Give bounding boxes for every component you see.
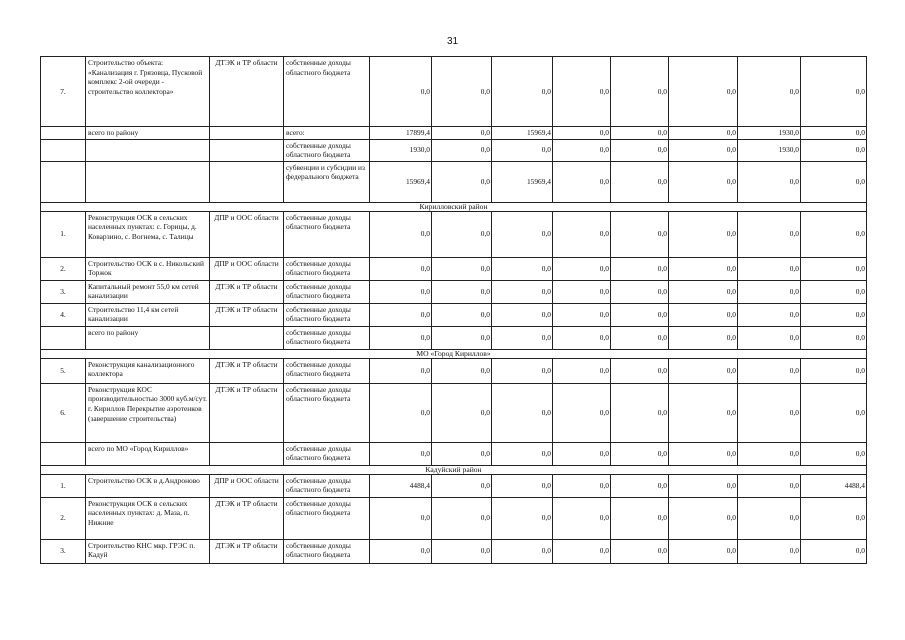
- value-cell: 0,0: [432, 211, 492, 257]
- value-cell: 15969,4: [492, 161, 553, 202]
- value-cell: 0,0: [432, 280, 492, 303]
- row-number: 3.: [41, 539, 86, 563]
- value-cell: 0,0: [553, 127, 611, 140]
- section-title: Кадуйский район: [41, 465, 867, 474]
- value-cell: 0,0: [669, 303, 738, 326]
- table-row: [41, 257, 867, 280]
- responsible-body: [210, 442, 284, 465]
- value-cell: 0,0: [553, 161, 611, 202]
- value-cell: 0,0: [738, 442, 801, 465]
- value-cell: 0,0: [432, 57, 492, 127]
- value-cell: 0,0: [553, 358, 611, 383]
- funding-source: собственные доходы областного бюджета: [284, 139, 370, 161]
- value-cell: 0,0: [432, 474, 492, 497]
- value-cell: 0,0: [801, 257, 867, 280]
- value-cell: 0,0: [492, 139, 553, 161]
- value-cell: 4488,4: [370, 474, 432, 497]
- value-cell: 0,0: [553, 139, 611, 161]
- value-cell: 0,0: [738, 326, 801, 349]
- measure-name: Строительство объекта: «Канализация г. Грязовца, Пусковой комплекс 2-ой очереди - строительство коллектора»: [86, 57, 210, 127]
- value-cell: 0,0: [611, 303, 669, 326]
- value-cell: 0,0: [611, 161, 669, 202]
- value-cell: 0,0: [492, 57, 553, 127]
- value-cell: 15969,4: [492, 127, 553, 140]
- table-body: [41, 57, 867, 564]
- value-cell: 0,0: [432, 161, 492, 202]
- value-cell: 0,0: [553, 257, 611, 280]
- funding-source: собственные доходы областного бюджета: [284, 211, 370, 257]
- value-cell: 0,0: [370, 280, 432, 303]
- value-cell: 0,0: [432, 303, 492, 326]
- value-cell: 0,0: [801, 280, 867, 303]
- value-cell: 0,0: [738, 497, 801, 539]
- row-number: 2.: [41, 497, 86, 539]
- value-cell: 0,0: [669, 383, 738, 442]
- value-cell: 0,0: [492, 326, 553, 349]
- value-cell: 0,0: [669, 127, 738, 140]
- value-cell: 0,0: [492, 257, 553, 280]
- measure-name: всего по району: [86, 326, 210, 349]
- responsible-body: ДТЭК и ТР области: [210, 358, 284, 383]
- value-cell: 0,0: [492, 280, 553, 303]
- value-cell: 0,0: [370, 57, 432, 127]
- responsible-body: ДТЭК и ТР области: [210, 383, 284, 442]
- value-cell: 0,0: [370, 326, 432, 349]
- value-cell: 0,0: [432, 139, 492, 161]
- value-cell: 0,0: [370, 257, 432, 280]
- value-cell: 0,0: [370, 358, 432, 383]
- row-number: [41, 161, 86, 202]
- row-number: 2.: [41, 257, 86, 280]
- value-cell: 0,0: [738, 303, 801, 326]
- value-cell: 0,0: [611, 474, 669, 497]
- responsible-body: ДПР и ООС области: [210, 474, 284, 497]
- table-row: [41, 127, 867, 140]
- table-row: [41, 57, 867, 127]
- row-number: 7.: [41, 57, 86, 127]
- row-number: 1.: [41, 211, 86, 257]
- table-row: [41, 326, 867, 349]
- value-cell: 0,0: [669, 442, 738, 465]
- value-cell: 0,0: [370, 442, 432, 465]
- funding-source: собственные доходы областного бюджета: [284, 326, 370, 349]
- value-cell: 0,0: [669, 257, 738, 280]
- row-number: [41, 127, 86, 140]
- value-cell: 0,0: [611, 539, 669, 563]
- value-cell: 0,0: [370, 497, 432, 539]
- value-cell: 0,0: [611, 326, 669, 349]
- value-cell: 0,0: [432, 539, 492, 563]
- value-cell: 0,0: [669, 57, 738, 127]
- funding-source: собственные доходы областного бюджета: [284, 303, 370, 326]
- value-cell: 0,0: [738, 211, 801, 257]
- value-cell: 0,0: [801, 442, 867, 465]
- section-header-row: [41, 202, 867, 211]
- value-cell: 0,0: [611, 127, 669, 140]
- value-cell: 0,0: [432, 127, 492, 140]
- value-cell: 0,0: [738, 539, 801, 563]
- value-cell: 0,0: [801, 326, 867, 349]
- responsible-body: ДТЭК и ТР области: [210, 280, 284, 303]
- row-number: 1.: [41, 474, 86, 497]
- value-cell: 0,0: [801, 211, 867, 257]
- value-cell: 0,0: [553, 497, 611, 539]
- value-cell: 0,0: [553, 383, 611, 442]
- value-cell: 0,0: [432, 442, 492, 465]
- value-cell: 0,0: [553, 211, 611, 257]
- budget-table: [40, 56, 867, 564]
- table-row: [41, 211, 867, 257]
- responsible-body: ДТЭК и ТР области: [210, 57, 284, 127]
- value-cell: 0,0: [611, 280, 669, 303]
- value-cell: 0,0: [553, 539, 611, 563]
- value-cell: 0,0: [611, 383, 669, 442]
- value-cell: 17899,4: [370, 127, 432, 140]
- value-cell: 0,0: [553, 442, 611, 465]
- section-title: МО «Город Кириллов»: [41, 349, 867, 358]
- value-cell: 0,0: [801, 57, 867, 127]
- value-cell: 0,0: [738, 161, 801, 202]
- value-cell: 0,0: [432, 383, 492, 442]
- value-cell: 0,0: [492, 497, 553, 539]
- value-cell: 0,0: [553, 326, 611, 349]
- funding-source: собственные доходы областного бюджета: [284, 280, 370, 303]
- measure-name: Строительство ОСК в д.Андроново: [86, 474, 210, 497]
- table-row: [41, 383, 867, 442]
- responsible-body: ДПР и ООС области: [210, 211, 284, 257]
- value-cell: 0,0: [669, 280, 738, 303]
- funding-source: собственные доходы областного бюджета: [284, 257, 370, 280]
- value-cell: 1930,0: [738, 139, 801, 161]
- value-cell: 0,0: [738, 280, 801, 303]
- measure-name: [86, 139, 210, 161]
- measure-name: всего по МО «Город Кириллов»: [86, 442, 210, 465]
- value-cell: 0,0: [738, 57, 801, 127]
- responsible-body: [210, 326, 284, 349]
- value-cell: 0,0: [801, 358, 867, 383]
- value-cell: 0,0: [801, 139, 867, 161]
- section-header-row: [41, 465, 867, 474]
- row-number: [41, 139, 86, 161]
- value-cell: 0,0: [492, 442, 553, 465]
- value-cell: 4488,4: [801, 474, 867, 497]
- funding-source: собственные доходы областного бюджета: [284, 497, 370, 539]
- measure-name: Реконструкция ОСК в сельских населенных пунктах: с. Горицы, д. Коварзино, с. Вогнема, с. Талицы: [86, 211, 210, 257]
- responsible-body: ДПР и ООС области: [210, 257, 284, 280]
- value-cell: 1930,0: [370, 139, 432, 161]
- measure-name: Строительство КНС мкр. ГРЭС п. Кадуй: [86, 539, 210, 563]
- row-number: 4.: [41, 303, 86, 326]
- value-cell: 0,0: [738, 383, 801, 442]
- value-cell: 0,0: [370, 539, 432, 563]
- value-cell: 0,0: [738, 257, 801, 280]
- value-cell: 0,0: [370, 383, 432, 442]
- funding-source: субвенции и субсидии из федерального бюджета: [284, 161, 370, 202]
- measure-name: Реконструкция КОС производительностью 3000 куб.м/сут. г. Кириллов Перекрытие аэротенков (завершение строительства): [86, 383, 210, 442]
- value-cell: 0,0: [801, 383, 867, 442]
- value-cell: 0,0: [432, 497, 492, 539]
- table-row: [41, 497, 867, 539]
- value-cell: 0,0: [801, 161, 867, 202]
- value-cell: 0,0: [553, 57, 611, 127]
- value-cell: 0,0: [669, 326, 738, 349]
- value-cell: 0,0: [553, 303, 611, 326]
- table-row: [41, 358, 867, 383]
- table-row: [41, 280, 867, 303]
- value-cell: 0,0: [801, 539, 867, 563]
- row-number: 5.: [41, 358, 86, 383]
- page-number: 31: [446, 36, 459, 47]
- value-cell: 0,0: [492, 474, 553, 497]
- table-row: [41, 442, 867, 465]
- value-cell: 0,0: [669, 474, 738, 497]
- value-cell: 0,0: [611, 442, 669, 465]
- row-number: 3.: [41, 280, 86, 303]
- value-cell: 0,0: [669, 211, 738, 257]
- table-row: [41, 474, 867, 497]
- table-row: [41, 539, 867, 563]
- value-cell: 0,0: [370, 303, 432, 326]
- value-cell: 0,0: [492, 383, 553, 442]
- value-cell: 0,0: [669, 497, 738, 539]
- value-cell: 1930,0: [738, 127, 801, 140]
- value-cell: 0,0: [432, 257, 492, 280]
- value-cell: 0,0: [611, 358, 669, 383]
- funding-source: собственные доходы областного бюджета: [284, 474, 370, 497]
- row-number: 6.: [41, 383, 86, 442]
- row-number: [41, 442, 86, 465]
- responsible-body: ДТЭК и ТР области: [210, 303, 284, 326]
- value-cell: 0,0: [370, 211, 432, 257]
- value-cell: 0,0: [801, 497, 867, 539]
- value-cell: 0,0: [492, 539, 553, 563]
- value-cell: 0,0: [611, 139, 669, 161]
- value-cell: 0,0: [492, 211, 553, 257]
- row-number: [41, 326, 86, 349]
- responsible-body: [210, 139, 284, 161]
- value-cell: 0,0: [738, 474, 801, 497]
- section-title: Кирилловский район: [41, 202, 867, 211]
- value-cell: 0,0: [801, 303, 867, 326]
- measure-name: Реконструкция канализационного коллектора: [86, 358, 210, 383]
- value-cell: 0,0: [669, 139, 738, 161]
- value-cell: 0,0: [553, 474, 611, 497]
- value-cell: 0,0: [738, 358, 801, 383]
- measure-name: всего по району: [86, 127, 210, 140]
- value-cell: 0,0: [492, 358, 553, 383]
- funding-source: собственные доходы областного бюджета: [284, 358, 370, 383]
- measure-name: Строительство ОСК в с. Никольский Торжок: [86, 257, 210, 280]
- table-row: [41, 303, 867, 326]
- value-cell: 0,0: [611, 497, 669, 539]
- funding-source: собственные доходы областного бюджета: [284, 383, 370, 442]
- funding-source: собственные доходы областного бюджета: [284, 539, 370, 563]
- responsible-body: ДТЭК и ТР области: [210, 539, 284, 563]
- table-row: [41, 161, 867, 202]
- value-cell: 0,0: [432, 326, 492, 349]
- value-cell: 0,0: [611, 257, 669, 280]
- responsible-body: ДТЭК и ТР области: [210, 497, 284, 539]
- measure-name: Капитальный ремонт 55,0 км сетей канализации: [86, 280, 210, 303]
- value-cell: 0,0: [611, 211, 669, 257]
- responsible-body: [210, 161, 284, 202]
- funding-source: собственные доходы областного бюджета: [284, 57, 370, 127]
- value-cell: 0,0: [669, 539, 738, 563]
- funding-source: собственные доходы областного бюджета: [284, 442, 370, 465]
- value-cell: 0,0: [432, 358, 492, 383]
- measure-name: [86, 161, 210, 202]
- funding-source: всего:: [284, 127, 370, 140]
- value-cell: 0,0: [553, 280, 611, 303]
- table-row: [41, 139, 867, 161]
- value-cell: 0,0: [669, 358, 738, 383]
- value-cell: 0,0: [669, 161, 738, 202]
- value-cell: 0,0: [801, 127, 867, 140]
- measure-name: Строительство 11,4 км сетей канализации: [86, 303, 210, 326]
- measure-name: Реконструкция ОСК в сельских населенных пунктах: д. Маза, п. Нижние: [86, 497, 210, 539]
- value-cell: 0,0: [492, 303, 553, 326]
- value-cell: 15969,4: [370, 161, 432, 202]
- section-header-row: [41, 349, 867, 358]
- responsible-body: [210, 127, 284, 140]
- value-cell: 0,0: [611, 57, 669, 127]
